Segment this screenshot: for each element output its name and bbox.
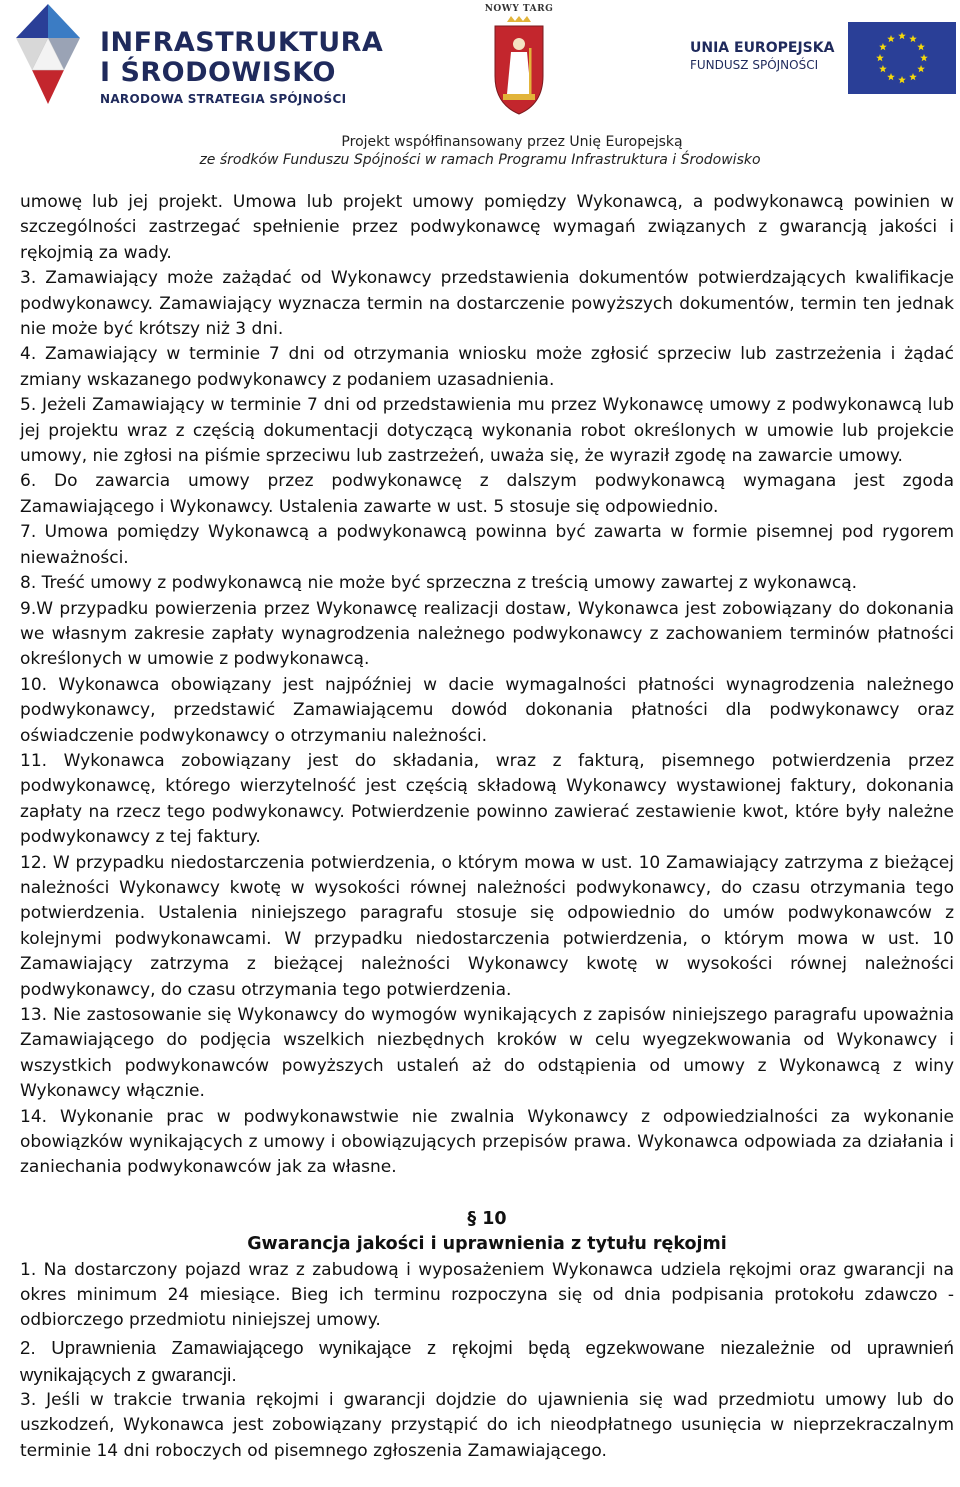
paragraph: 11. Wykonawca zobowiązany jest do składania, wraz z fakturą, pisemnego potwierdzenia przez podwykonawcę, którego wierzytelność jest częścią składową Wykonawcy wystawionej faktury, dokonania zapłaty na rzecz tego podwykonawcy. Potwierdzenie powinno zawierać zestawienie kwot, które były należne podwykonawcy z tej faktury.	[20, 750, 954, 848]
crest-shield-icon	[489, 16, 549, 116]
eu-line-1: UNIA EUROPEJSKA	[690, 40, 835, 56]
eu-logo-text	[690, 40, 834, 72]
paragraph: 13. Nie zastosowanie się Wykonawcy do wymogów wynikających z zapisów niniejszego paragrafu upoważnia Zamawiającego do podjęcia wszelkich niezbędnych kroków w celu wyegzekwowania od Wykonawcy i wszystkich podwykonawców powyższych ustaleń aż do odstąpienia od umowy z Wykonawcą z winy Wykonawcy włącznie.	[20, 1005, 954, 1102]
cofinancing-line-1: Projekt współfinansowany przez Unię Europejską	[341, 134, 683, 150]
section-number: § 10	[467, 1208, 507, 1229]
document-body	[20, 190, 954, 1464]
infrastruktura-logo-icon	[8, 4, 88, 104]
paragraph: 4. Zamawiający w terminie 7 dni od otrzymania wniosku może zgłosić sprzeciw lub zastrzeżenia i żądać zmiany wskazanego podwykonawcy z podaniem uzasadnienia.	[20, 344, 954, 390]
paragraph: 5. Jeżeli Zamawiający w terminie 7 dni od przedstawienia mu przez Wykonawcę umowy z podwykonawcą lub jej projektu wraz z częścią dokumentacji dotyczącą wykonania robot określonych w umowie lub projekcie umowy, nie zgłosi na piśmie sprzeciwu lub zastrzeżeń, uważa się, że wyraził zgodę na zawarcie umowy.	[20, 395, 954, 467]
logo-line-1: INFRASTRUKTURA	[100, 27, 384, 58]
logo-line-3: NARODOWA STRATEGIA SPÓJNOŚCI	[100, 92, 347, 106]
paragraph: 9.W przypadku powierzenia przez Wykonawcę realizacji dostaw, Wykonawca jest zobowiązany do dokonania we własnym zakresie zapłaty wynagrodzenia należnego podwykonawcy z zachowaniem terminów płatności określonych w umowie z podwykonawcą.	[20, 598, 954, 670]
nowy-targ-crest	[484, 4, 554, 124]
section-paragraph: 2. Uprawnienia Zamawiającego wynikające z rękojmi będą egzekwowane niezależnie od uprawnień wynikających z gwarancji.	[20, 1336, 954, 1385]
paragraph: 7. Umowa pomiędzy Wykonawcą a podwykonawcą powinna być zawarta w formie pisemnej pod rygorem nieważności.	[20, 522, 954, 568]
infrastruktura-logo-text	[100, 28, 383, 106]
cofinancing-statement	[0, 134, 960, 168]
paragraph: 10. Wykonawca obowiązany jest najpóźniej w dacie wymagalności płatności wynagrodzenia należnego podwykonawcy, przedstawić Zamawiającemu dowód dokonania płatności dla podwykonawcy oraz oświadczenie podwykonawcy o otrzymaniu należności.	[20, 674, 954, 746]
crest-label: NOWY TARG	[484, 4, 554, 14]
eu-flag-icon	[848, 22, 956, 94]
logo-line-2: I ŚRODOWISKO	[100, 57, 336, 88]
paragraph: 8. Treść umowy z podwykonawcą nie może być sprzeczna z treścią umowy zawartej z wykonawcą.	[20, 573, 858, 594]
paragraph: 12. W przypadku niedostarczenia potwierdzenia, o którym mowa w ust. 10 Zamawiający zatrzyma z bieżącej należności Wykonawcy kwotę w wysokości równej należności podwykonawcy, do czasu otrzymania tego potwierdzenia. Ustalenia niniejszego paragrafu stosuje się odpowiednio do umów podwykonawców z kolejnymi podwykonawcami. W przypadku niedostarczenia potwierdzenia, o którym mowa w ust. 10 Zamawiający zatrzyma z bieżącej należności Wykonawcy kwotę w wysokości równej należności podwykonawcy, do czasu otrzymania tego potwierdzenia.	[20, 852, 954, 1000]
section-paragraph: 1. Na dostarczony pojazd wraz z zabudową i wyposażeniem Wykonawca udziela rękojmi oraz gwarancji na okres minimum 24 miesiące. Bieg ich terminu rozpoczyna się od dnia podpisania protokołu zdawczo - odbiorczego przedmiotu niniejszej umowy.	[20, 1259, 954, 1331]
eu-line-2: FUNDUSZ SPÓJNOŚCI	[690, 58, 819, 72]
section-paragraph: 3. Jeśli w trakcie trwania rękojmi i gwarancji dojdzie do ujawnienia się wad przedmiotu umowy lub do uszkodzeń, Wykonawca jest zobowiązany przystąpić do ich nieodpłatnego usunięcia w nieprzekraczalnym terminie 14 dni roboczych od pisemnego zgłoszenia Zamawiającego.	[20, 1389, 954, 1461]
paragraph: 3. Zamawiający może zażądać od Wykonawcy przedstawienia dokumentów potwierdzających kwalifikacje podwykonawcy. Zamawiający wyznacza termin na dostarczenie powyższych dokumentów, termin ten jednak nie może być krótszy niż 3 dni.	[20, 268, 954, 340]
page-header	[0, 0, 960, 180]
paragraph: umowę lub jej projekt. Umowa lub projekt umowy pomiędzy Wykonawcą, a podwykonawcą powinien w szczególności zastrzegać spełnienie przez podwykonawcę wymagań związanych z gwarancją jakości i rękojmią za wady.	[20, 192, 954, 263]
paragraph: 6. Do zawarcia umowy przez podwykonawcę z dalszym podwykonawcą wymagana jest zgoda Zamawiającego i Wykonawcy. Ustalenia zawarte w ust. 5 stosuje się odpowiednio.	[20, 471, 954, 517]
paragraph: 14. Wykonanie prac w podwykonawstwie nie zwalnia Wykonawcy z odpowiedzialności za wykonanie obowiązków wynikających z umowy i obowiązujących przepisów prawa. Wykonawca odpowiada za działania i zaniechania podwykonawców jak za własne.	[20, 1106, 954, 1178]
cofinancing-line-2: ze środków Funduszu Spójności w ramach Programu Infrastruktura i Środowisko	[199, 152, 761, 168]
section-title: Gwarancja jakości i uprawnienia z tytułu rękojmi	[247, 1234, 727, 1255]
